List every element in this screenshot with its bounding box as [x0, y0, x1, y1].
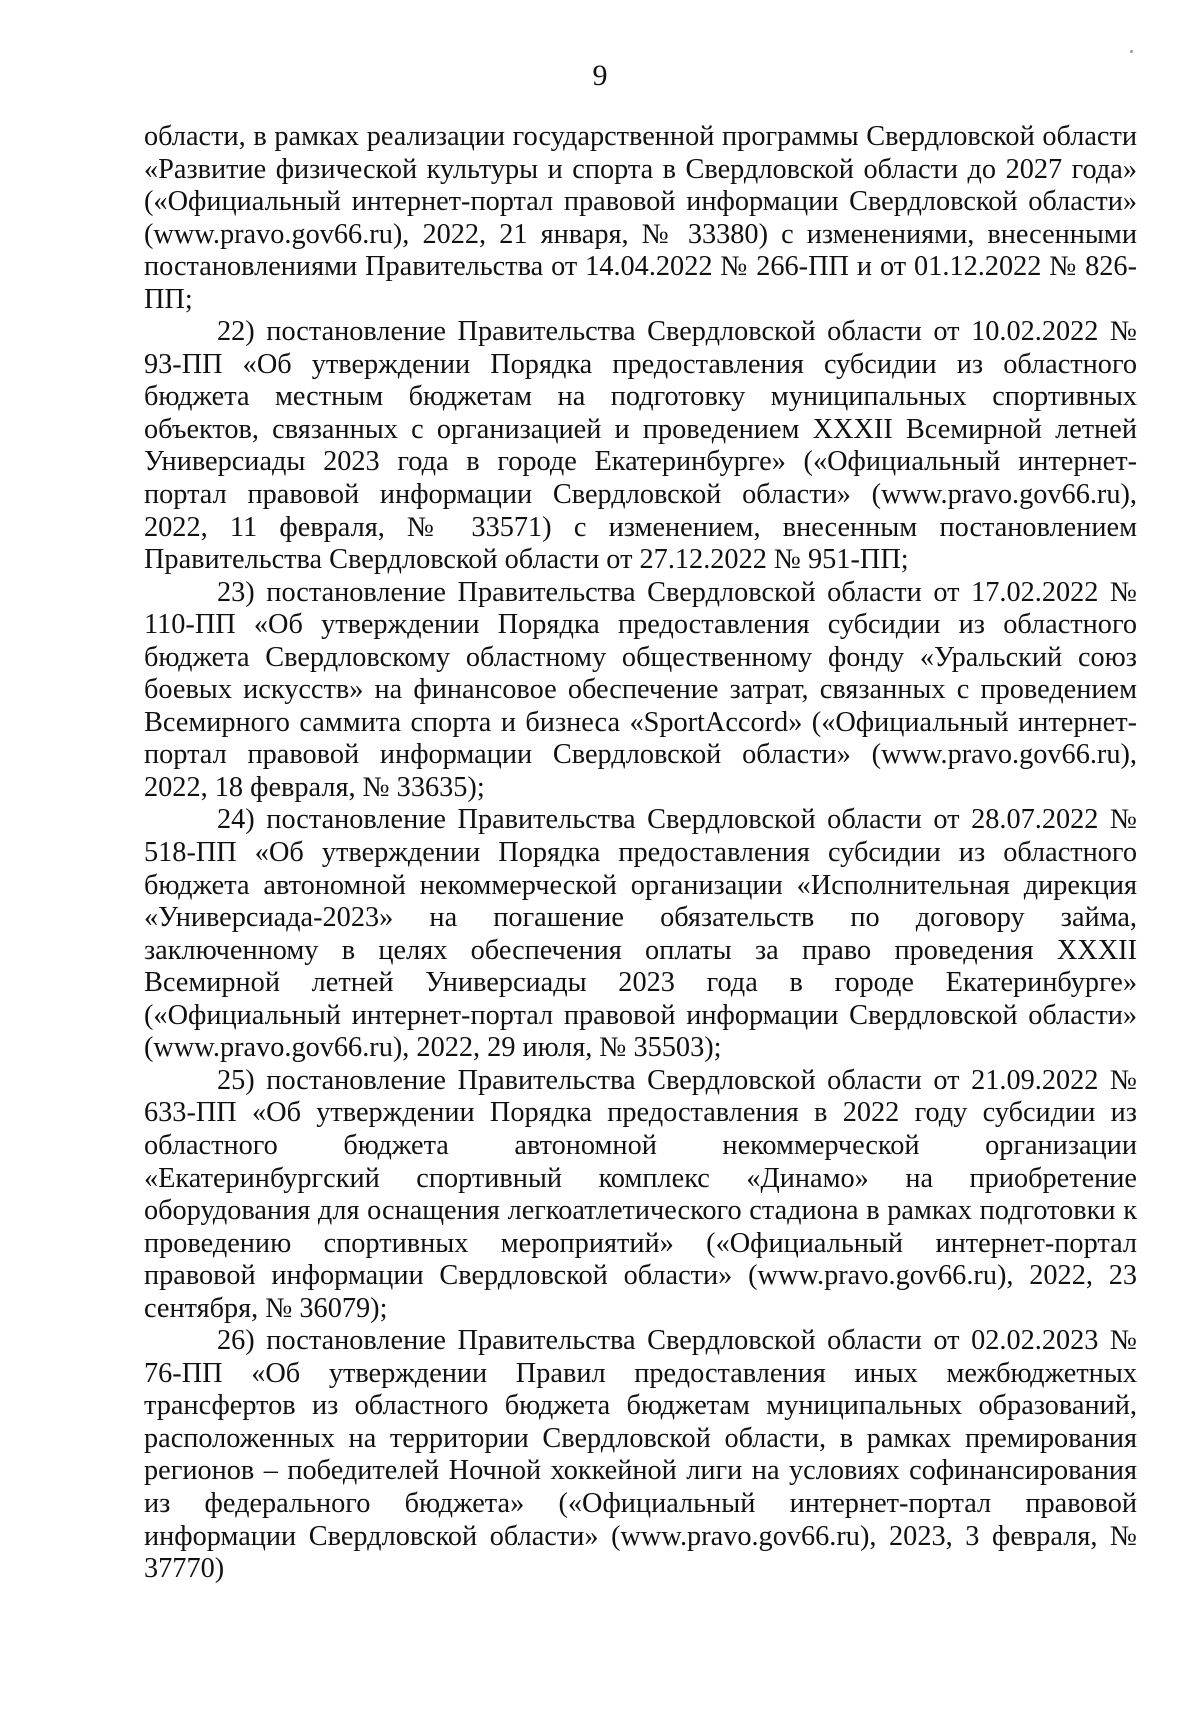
document-body: [144, 121, 1137, 1586]
list-item-24: 24) постановление Правительства Свердловской области от 28.07.2022 № 518-ПП «Об утверждении Порядка предоставления субсидии из областного бюджета автономной некоммерческой организации «Исполнительная дирекция «Универсиада-2023» на погашение обязательств по договору займа, заключенному в целях обеспечения оплаты за право проведения XXXII Всемирной летней Универсиады 2023 года в городе Екатеринбурге» («Официальный интернет-портал правовой информации Свердловской области» (www.pravo.gov66.ru), 2022, 29 июля, № 35503);: [144, 804, 1137, 1064]
page-number: 9: [592, 59, 608, 92]
list-item-26: 26) постановление Правительства Свердловской области от 02.02.2023 № 76-ПП «Об утверждении Правил предоставления иных межбюджетных трансфертов из областного бюджета бюджетам муниципальных образований, расположенных на территории Свердловской области, в рамках премирования регионов – победителей Ночной хоккейной лиги на условиях софинансирования из федерального бюджета» («Официальный интернет-портал правовой информации Свердловской области» (www.pravo.gov66.ru), 2023, 3 февраля, № 37770): [144, 1325, 1137, 1585]
list-item-23: 23) постановление Правительства Свердловской области от 17.02.2022 № 110-ПП «Об утверждении Порядка предоставления субсидии из областного бюджета Свердловскому областному общественному фонду «Уральский союз боевых искусств» на финансовое обеспечение затрат, связанных с проведением Всемирного саммита спорта и бизнеса «SportAccord» («Официальный интернет-портал правовой информации Свердловской области» (www.pravo.gov66.ru), 2022, 18 февраля, № 33635);: [144, 576, 1137, 803]
list-item-22: 22) постановление Правительства Свердловской области от 10.02.2022 № 93-ПП «Об утверждении Порядка предоставления субсидии из областного бюджета местным бюджетам на подготовку муниципальных спортивных объектов, связанных с организацией и проведением XXXII Всемирной летней Универсиады 2023 года в городе Екатеринбурге» («Официальный интернет-портал правовой информации Свердловской области» (www.pravo.gov66.ru), 2022, 11 февраля, № 33571) с изменением, внесенным постановлением Правительства Свердловской области от 27.12.2022 № 951-ПП;: [144, 316, 1137, 576]
paragraph-continuation: области, в рамках реализации государственной программы Свердловской области «Развитие физической культуры и спорта в Свердловской области до 2027 года» («Официальный интернет-портал правовой информации Свердловской области» (www.pravo.gov66.ru), 2022, 21 января, № 33380) с изменениями, внесенными постановлениями Правительства от 14.04.2022 № 266-ПП и от 01.12.2022 № 826-ПП;: [144, 121, 1137, 315]
scan-speck: [1130, 50, 1133, 53]
list-item-25: 25) постановление Правительства Свердловской области от 21.09.2022 № 633-ПП «Об утверждении Порядка предоставления в 2022 году субсидии из областного бюджета автономной некоммерческой организации «Екатеринбургский спортивный комплекс «Динамо» на приобретение оборудования для оснащения легкоатлетического стадиона в рамках подготовки к проведению спортивных мероприятий» («Официальный интернет-портал правовой информации Свердловской области» (www.pravo.gov66.ru), 2022, 23 сентября, № 36079);: [144, 1064, 1137, 1324]
